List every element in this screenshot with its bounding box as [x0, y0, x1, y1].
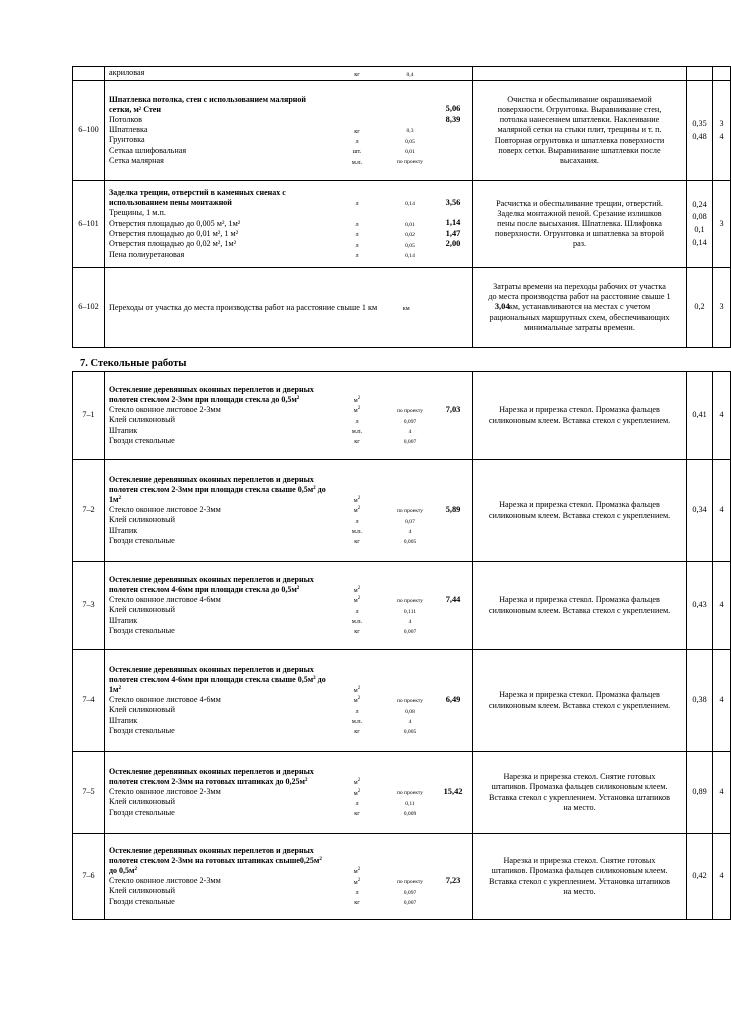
item-name: Шпатлевка потолка, стен с использованием малярной сетки, м² Стен — [109, 94, 306, 114]
item-name: Сетка малярная — [109, 156, 164, 166]
item-line — [105, 695, 472, 705]
row-description — [473, 834, 687, 920]
text-line: минимальные затраты времени. — [524, 322, 635, 332]
item-line — [105, 229, 472, 239]
item-name: Клей силиконовый — [109, 797, 175, 807]
item-unit: $м^2$ — [353, 686, 361, 695]
items-block — [105, 302, 510, 313]
item-name: Штапик — [109, 715, 138, 725]
item-line — [105, 135, 472, 145]
text-line: до места производства работ на расстояние свыше 1 — [488, 292, 671, 302]
item-name: Стекло оконное листовое 4-6мм — [109, 595, 221, 604]
row-description — [473, 372, 687, 460]
row-items — [105, 181, 473, 268]
item-name: Гвозди стекольные — [109, 896, 175, 906]
item-name: Гвозди стекольные — [109, 535, 175, 545]
item-norm: 4 — [408, 718, 412, 725]
text-line: поверхности. Огрунтовка и шпатлевка за второй — [495, 229, 664, 239]
item-unit: л — [355, 517, 359, 525]
description-text — [473, 199, 686, 250]
item-line — [105, 146, 472, 156]
item-line — [105, 208, 472, 218]
item-name: Штапик — [109, 525, 138, 535]
grade-value: 3 — [719, 302, 724, 312]
row-grade — [713, 268, 731, 348]
item-price: 3,56 — [445, 197, 461, 207]
text-line: км, устанавливаются на местах с учетом — [508, 302, 651, 312]
item-norm: 0,111 — [403, 608, 417, 615]
item-norm: по проекту — [396, 790, 424, 797]
item-name: Клей силиконовый — [109, 605, 175, 615]
table-row — [73, 372, 731, 460]
item-title — [105, 95, 472, 115]
item-unit: шт. — [352, 148, 362, 156]
item-name: Гвозди стекольные — [109, 725, 175, 735]
item-name: Гвозди стекольные — [109, 807, 175, 817]
row-hours — [687, 268, 713, 348]
item-line — [105, 615, 472, 625]
item-name: Остекление деревянных оконных переплетов и дверных полотен стеклом 2-3мм при площади стекла свыше $0,5м^2$ до $1м^2$ — [109, 474, 326, 504]
item-price: 5,89 — [445, 504, 461, 514]
row-hours: 0,34 — [687, 460, 713, 562]
item-norm: 4 — [408, 618, 412, 625]
text-line: Нарезка и прирезка стекол. Промазка фальцев — [499, 595, 660, 605]
items-block — [105, 95, 472, 166]
item-unit: м.п. — [351, 528, 363, 536]
text-line: Нарезка и прирезка стекол. Снятие готовых — [503, 856, 656, 866]
grade-value: 3 — [719, 118, 724, 128]
item-name: Шпатлевка — [109, 125, 148, 135]
text-line: Затраты времени на переходы рабочих от участка — [493, 282, 666, 292]
item-norm: 0,05 — [405, 242, 415, 249]
row-hours: 0,89 — [687, 752, 713, 834]
item-unit: кг — [354, 127, 360, 135]
row-description — [473, 460, 687, 562]
item-name: Пена полиуретановая — [109, 249, 185, 259]
text-line: Нарезка и прирезка стекол. Промазка фальцев — [499, 405, 660, 415]
item-line — [105, 525, 472, 535]
item-line — [105, 218, 472, 228]
description-text — [473, 856, 686, 897]
table-row — [73, 834, 731, 920]
item-title — [105, 665, 472, 695]
row-items — [105, 460, 473, 562]
item-name: Остекление деревянных оконных переплетов и дверных полотен стеклом 2-3мм на готовых штапиках до $0,25м^2$ — [109, 767, 314, 786]
item-norm: 0,14 — [405, 252, 415, 259]
item-norm: по проекту — [396, 508, 424, 515]
text-line: рациональных маршрутных схем, обеспечивающих — [489, 312, 670, 322]
description-text — [473, 772, 686, 813]
text-line: силиконовым клеем. Вставка стекол с укреплением. — [488, 605, 671, 615]
item-price: 15,42 — [443, 786, 463, 796]
item-price: 7,44 — [445, 594, 461, 604]
item-name: Клей силиконовый — [109, 515, 175, 525]
item-norm: 0,11 — [405, 800, 415, 807]
item-name: Грунтовка — [109, 135, 145, 145]
item-norm: по проекту — [396, 159, 424, 166]
item-line — [105, 515, 472, 525]
item-title — [105, 767, 472, 787]
item-name: Отверстия площадью до 0,01 м², 1 м² — [109, 228, 239, 238]
row-code: 6–101 — [73, 181, 105, 268]
item-name: Штапик — [109, 425, 138, 435]
item-unit: л — [355, 607, 359, 615]
table-row — [73, 181, 731, 268]
row-code: 7–5 — [73, 752, 105, 834]
item-line — [105, 626, 472, 636]
norms-table-finishing — [72, 66, 731, 348]
text-line: Нарезка и прирезка стекол. Промазка фальцев — [499, 500, 660, 510]
text-line: Нарезка и прирезка стекол. Снятие готовых — [503, 772, 656, 782]
text-line: Заделка монтажной пеной. Срезание излишков — [497, 208, 662, 218]
item-price: 1,47 — [445, 228, 461, 238]
item-line — [105, 425, 472, 435]
text-line: на место. — [563, 802, 596, 812]
item-norm: 0,4 — [406, 71, 414, 78]
table-row — [73, 268, 731, 348]
item-norm: 0,007 — [403, 439, 417, 446]
hours-value: 0,24 — [692, 199, 707, 209]
item-unit: $м^2$ — [353, 877, 361, 886]
table-row — [73, 650, 731, 752]
item-norm: 0,005 — [403, 539, 417, 546]
row-hours — [687, 81, 713, 181]
items-block — [105, 188, 472, 260]
row-grade: 4 — [713, 752, 731, 834]
item-unit: л — [355, 799, 359, 807]
item-price: 7,03 — [445, 404, 461, 414]
item-price: 1,14 — [445, 218, 461, 228]
item-price: 8,39 — [445, 114, 461, 124]
item-price: 5,06 — [445, 104, 461, 114]
item-norm: 0,009 — [403, 810, 417, 817]
item-norm: 0,007 — [403, 899, 417, 906]
item-name: акриловая — [109, 68, 145, 78]
row-code: 7–2 — [73, 460, 105, 562]
item-unit: л — [355, 252, 359, 260]
item-unit: км — [402, 305, 410, 313]
row-description — [473, 752, 687, 834]
item-line — [105, 726, 472, 736]
table-row — [73, 67, 731, 81]
text-line: раз. — [572, 239, 586, 249]
item-name: Клей силиконовый — [109, 415, 175, 425]
item-name: Остекление деревянных оконных переплетов и дверных полотен стеклом 4-6мм при площади стекла свыше $0,5м^2$ до $1м^2$ — [109, 664, 326, 694]
text-line: силиконовым клеем. Вставка стекол с укреплением. — [488, 700, 671, 710]
item-title — [105, 475, 472, 505]
row-grade: 4 — [713, 562, 731, 650]
item-unit: $м^2$ — [353, 867, 361, 876]
item-price: 7,23 — [445, 875, 461, 885]
item-title — [105, 188, 472, 208]
text-line: штапиков. Промазка фальцев силиконовым клеем. — [491, 866, 668, 876]
text-line: потолка нанесением шпатлевки. Наклеивание — [499, 115, 660, 125]
item-unit: м.п. — [351, 618, 363, 626]
item-norm: 0,01 — [405, 221, 415, 228]
item-unit: м.п. — [351, 158, 363, 166]
text-line: штапиков. Промазка фальцев силиконовым клеем. — [491, 782, 668, 792]
item-norm: 0,08 — [405, 708, 415, 715]
item-unit: кг — [354, 628, 360, 636]
item-unit: кг — [354, 810, 360, 818]
row-code: 7–1 — [73, 372, 105, 460]
hours-value: 0,1 — [694, 225, 705, 234]
item-unit: кг — [354, 899, 360, 907]
item-norm: по проекту — [396, 879, 424, 886]
description-text — [473, 500, 686, 520]
item-line — [105, 605, 472, 615]
row-description — [473, 81, 687, 181]
text-line: поверхности. Огрунтовка. Выравнивание стен, — [497, 105, 662, 115]
row-code: 6–100 — [73, 81, 105, 181]
item-line — [105, 415, 472, 425]
item-price: 3,04 — [494, 302, 510, 312]
text-line: пены после высыхания. Шпатлевка. Шлифовка — [497, 218, 662, 228]
item-name: Клей силиконовый — [109, 705, 175, 715]
hours-value: 0,14 — [692, 237, 707, 247]
row-code: 7–4 — [73, 650, 105, 752]
item-unit: м.п. — [351, 718, 363, 726]
items-block — [105, 68, 472, 78]
row-grade — [713, 67, 731, 81]
row-hours: 0,42 — [687, 834, 713, 920]
item-name: Отверстия площадью до 0,005 м², 1м² — [109, 218, 241, 228]
text-line: малярной сетки на стыки плит, трещины и т. п. — [497, 125, 662, 135]
item-norm: по проекту — [396, 598, 424, 605]
row-grade — [713, 181, 731, 268]
item-unit: л — [355, 137, 359, 145]
item-unit: л — [355, 231, 359, 239]
item-title — [105, 385, 472, 405]
item-norm: 0,01 — [405, 148, 415, 155]
row-items — [105, 562, 473, 650]
table-row — [73, 562, 731, 650]
item-norm: по проекту — [396, 698, 424, 705]
item-unit: $м^2$ — [353, 696, 361, 705]
item-line — [105, 302, 510, 313]
item-line — [105, 705, 472, 715]
item-price: 6,49 — [445, 694, 461, 704]
row-code: 7–3 — [73, 562, 105, 650]
row-items — [105, 81, 473, 181]
text-line: высахания. — [560, 155, 599, 165]
item-norm: 0,14 — [405, 201, 415, 208]
text-line: Нарезка и прирезка стекол. Промазка фальцев — [499, 690, 660, 700]
item-name: Гвозди стекольные — [109, 435, 175, 445]
row-description — [473, 67, 687, 81]
text-line: на место. — [563, 886, 596, 896]
item-line — [105, 405, 472, 415]
item-unit: л — [355, 241, 359, 249]
text-line: Вставка стекол с укреплением. Установка штапиков — [489, 792, 671, 802]
item-name: Стекло оконное листовое 4-6мм — [109, 694, 221, 704]
item-unit: л — [355, 200, 359, 208]
row-grade: 4 — [713, 372, 731, 460]
row-code: 6–102 — [73, 268, 105, 348]
item-name: Стекло оконное листовое 2-3мм — [109, 504, 221, 514]
item-name: Стекло оконное листовое 2-3мм — [109, 787, 221, 797]
item-line — [105, 115, 472, 125]
description-text — [473, 95, 686, 166]
item-line — [105, 250, 472, 260]
item-name: Остекление деревянных оконных переплетов и дверных полотен стеклом 2-3мм на готовых штапиках $свыше0,25м^2$ до $0,5м^2$ — [109, 846, 322, 875]
row-description — [473, 181, 687, 268]
grade-value: 3 — [719, 218, 724, 228]
item-norm: 0,07 — [405, 518, 415, 525]
item-unit: $м^2$ — [353, 586, 361, 595]
norms-table-glazing — [72, 371, 731, 920]
item-unit: кг — [354, 538, 360, 546]
row-items — [105, 268, 510, 348]
item-unit: $м^2$ — [353, 788, 361, 797]
row-hours — [687, 67, 713, 81]
item-unit: $м^2$ — [353, 778, 361, 787]
item-line — [105, 68, 472, 78]
row-description — [473, 650, 687, 752]
item-title — [105, 575, 472, 595]
item-name: Трещины, 1 м.п. — [109, 208, 166, 218]
item-unit: л — [355, 888, 359, 896]
hours-value: 0,48 — [692, 131, 707, 141]
item-name: Стекло оконное листовое 2-3мм — [109, 876, 221, 886]
row-items — [105, 834, 473, 920]
item-norm: 0,05 — [405, 138, 415, 145]
description-text — [473, 690, 686, 710]
row-grade — [713, 81, 731, 181]
item-norm: 0,005 — [403, 729, 417, 736]
item-line — [105, 595, 472, 605]
row-grade: 4 — [713, 834, 731, 920]
item-unit: $м^2$ — [353, 596, 361, 605]
text-line: Повторная огрунтовка и шпатлевка поверхности — [494, 135, 665, 145]
item-name: Гвозди стекольные — [109, 625, 175, 635]
item-name: Заделка трещин, отверстий в каменных сненах с использованием пены монтажной — [109, 188, 286, 208]
item-title — [105, 846, 472, 876]
item-name: Переходы от участка до места производства работ на расстояние свыше 1 км — [109, 302, 378, 312]
description-text — [473, 405, 686, 425]
item-line — [105, 156, 472, 166]
item-unit: кг — [354, 728, 360, 736]
row-grade: 4 — [713, 650, 731, 752]
item-line — [105, 239, 472, 249]
hours-value: 0,35 — [692, 118, 707, 128]
row-hours: 0,43 — [687, 562, 713, 650]
item-unit: л — [355, 707, 359, 715]
item-norm: по проекту — [396, 408, 424, 415]
item-norm: 4 — [408, 528, 412, 535]
item-unit: л — [355, 221, 359, 228]
item-line — [105, 787, 472, 797]
row-code: 7–6 — [73, 834, 105, 920]
text-line: Вставка стекол с укреплением. Установка штапиков — [489, 876, 671, 886]
item-line — [105, 886, 472, 896]
item-line — [105, 797, 472, 807]
item-line — [105, 505, 472, 515]
item-line — [105, 897, 472, 907]
item-name: Стекло оконное листовое 2-3мм — [109, 405, 221, 414]
item-unit: л — [355, 417, 359, 425]
row-items — [105, 372, 473, 460]
table-row — [73, 460, 731, 562]
item-norm: 0,007 — [403, 629, 417, 636]
item-line — [105, 876, 472, 886]
item-name: Штапик — [109, 615, 138, 625]
row-hours: 0,38 — [687, 650, 713, 752]
item-line — [105, 436, 472, 446]
item-unit: м.п. — [351, 428, 363, 436]
item-unit: кг — [354, 70, 360, 78]
item-name: Потолков — [109, 114, 142, 124]
hours-value: 0,2 — [694, 302, 705, 312]
table-row — [73, 752, 731, 834]
text-line: поверх сетки. Выравнивание шпатлевки после — [498, 145, 661, 155]
row-grade: 4 — [713, 460, 731, 562]
item-name: Остекление деревянных оконных переплетов и дверных полотен стеклом 2-3мм при площади стекла до $0,5м^2$ — [109, 384, 314, 404]
item-unit: $м^2$ — [353, 406, 361, 415]
row-items — [105, 67, 473, 81]
row-items — [105, 650, 473, 752]
item-line — [105, 715, 472, 725]
text-line: Очистка и обеспыливание окрашиваемой — [507, 94, 652, 104]
description-text — [473, 595, 686, 615]
item-norm: 0,097 — [403, 418, 417, 425]
grade-value: 4 — [719, 131, 724, 141]
item-norm: 0,097 — [403, 889, 417, 896]
item-norm: 4 — [408, 428, 412, 435]
text-line: силиконовым клеем. Вставка стекол с укреплением. — [488, 415, 671, 425]
section-title: 7. Стекольные работы — [80, 358, 187, 369]
item-line — [105, 808, 472, 818]
hours-value: 0,08 — [692, 212, 707, 222]
table-row — [73, 81, 731, 181]
row-description — [473, 562, 687, 650]
item-unit: $м^2$ — [353, 396, 361, 405]
item-unit: $м^2$ — [353, 506, 361, 515]
item-name: Сеткаа шлифовальная — [109, 145, 187, 155]
text-line: силиконовым клеем. Вставка стекол с укреплением. — [488, 510, 671, 520]
row-hours — [687, 181, 713, 268]
item-line — [105, 536, 472, 546]
item-norm: 0,3 — [406, 128, 414, 135]
item-line — [105, 125, 472, 135]
item-unit: кг — [354, 438, 360, 446]
item-name: Остекление деревянных оконных переплетов и дверных полотен стеклом 4-6мм при площади стекла до $0,5м^2$ — [109, 574, 314, 594]
item-name: Клей силиконовый — [109, 886, 175, 896]
item-norm: 0,02 — [405, 232, 415, 239]
item-price: 2,00 — [445, 239, 461, 249]
item-name: Отверстия площадью до 0,02 м², 1м² — [109, 239, 237, 249]
item-unit: $м^2$ — [353, 496, 361, 505]
text-line: Расчистка и обеспыливание трещин, отверстий. — [496, 198, 663, 208]
row-items — [105, 752, 473, 834]
row-code — [73, 67, 105, 81]
row-hours: 0,41 — [687, 372, 713, 460]
